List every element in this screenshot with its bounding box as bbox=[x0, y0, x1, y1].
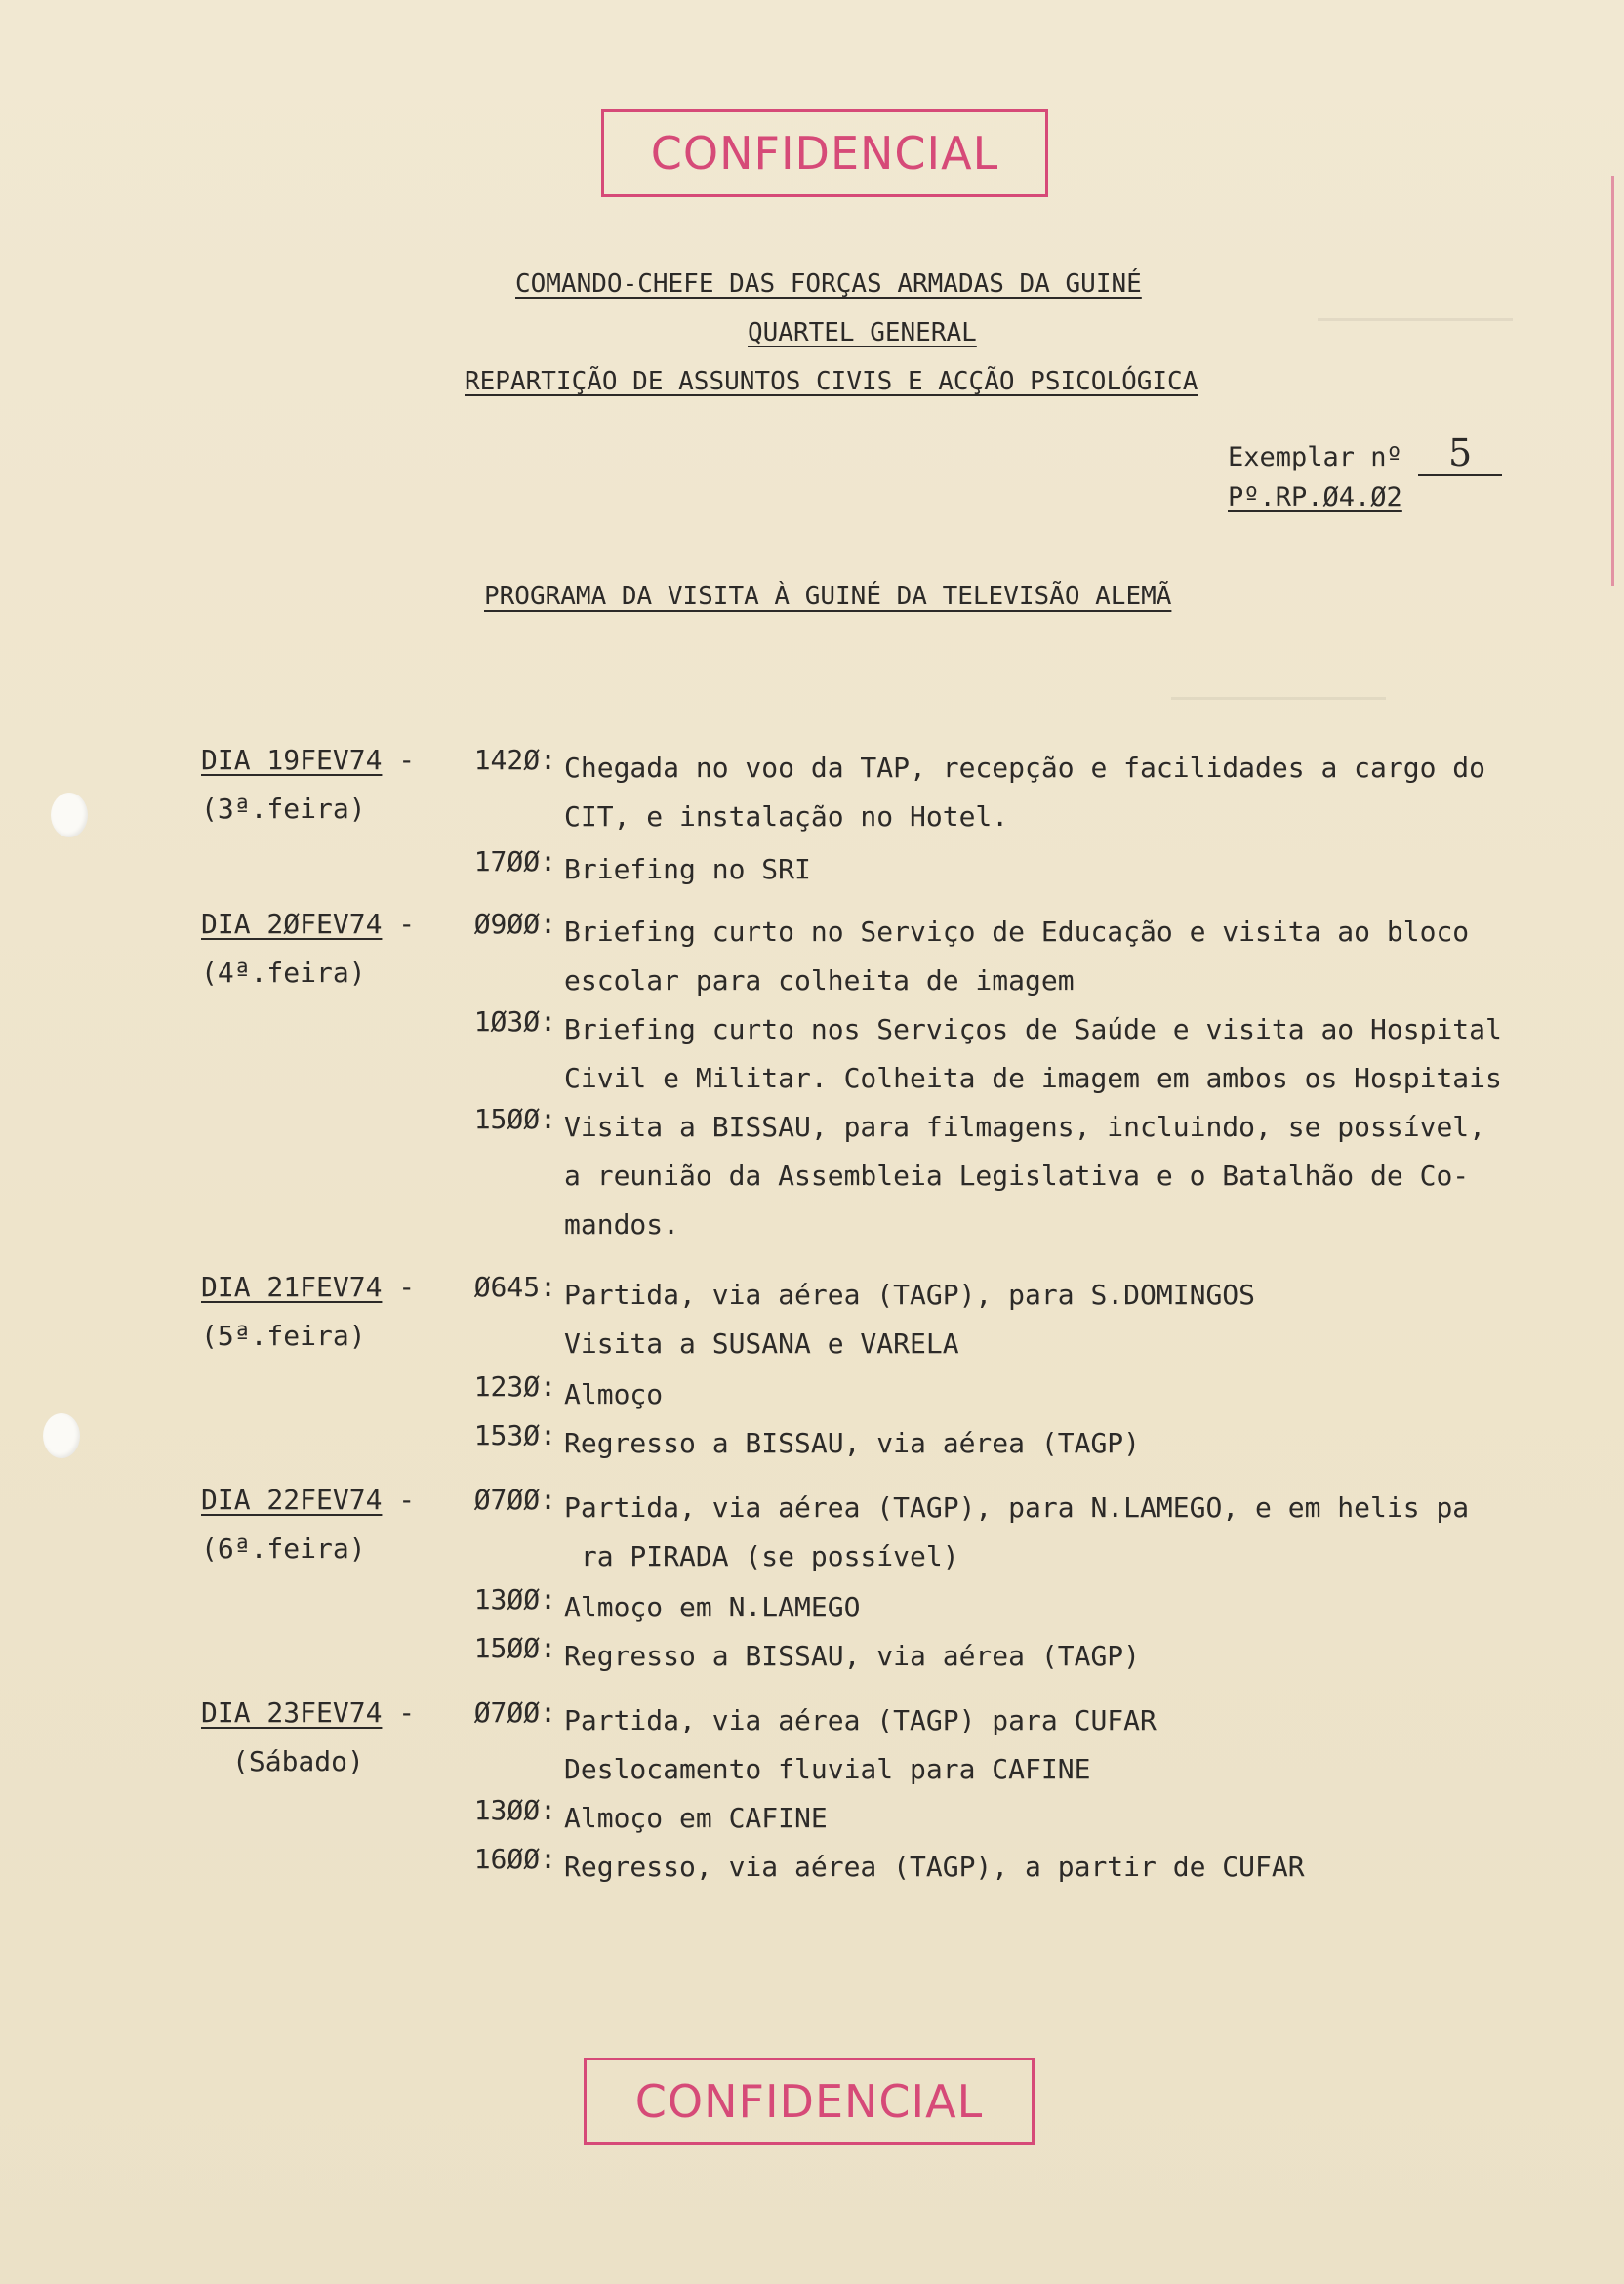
page-edge-mark bbox=[1611, 176, 1614, 586]
day-weekday: (Sábado) bbox=[232, 1745, 364, 1777]
day-label: DIA 22FEV74 - bbox=[201, 1484, 416, 1516]
entry-description: Partida, via aérea (TAGP), para S.DOMINGOS Visita a SUSANA e VARELA bbox=[564, 1279, 1256, 1360]
entry-time: 15ØØ: bbox=[473, 1632, 556, 1664]
entry-description: Regresso a BISSAU, via aérea (TAGP) bbox=[564, 1640, 1141, 1672]
header-line-department: REPARTIÇÃO DE ASSUNTOS CIVIS E ACÇÃO PSICOLÓGICA bbox=[465, 367, 1198, 396]
entry-description: Briefing curto no Serviço de Educação e visita ao bloco escolar para colheita de imagem bbox=[564, 916, 1470, 997]
exemplar-value: 5 bbox=[1418, 431, 1502, 476]
day-date: DIA 23FEV74 bbox=[201, 1696, 383, 1729]
day-label: DIA 23FEV74 - bbox=[201, 1696, 416, 1729]
day-label: DIA 21FEV74 - bbox=[201, 1271, 416, 1303]
day-date: DIA 2ØFEV74 bbox=[201, 908, 383, 940]
document-title: PROGRAMA DA VISITA À GUINÉ DA TELEVISÃO ALEMÃ bbox=[484, 582, 1172, 611]
entry-time: 123Ø: bbox=[473, 1370, 556, 1403]
bleed-through-mark bbox=[1171, 668, 1386, 700]
punch-hole bbox=[43, 1413, 80, 1458]
day-date: DIA 22FEV74 bbox=[201, 1484, 383, 1516]
entry-time: 17ØØ: bbox=[473, 845, 556, 877]
entry-time: 1Ø3Ø: bbox=[473, 1005, 556, 1038]
entry-time: 13ØØ: bbox=[473, 1794, 556, 1826]
entry-description: Almoço em CAFINE bbox=[564, 1802, 828, 1834]
day-weekday: (4ª.feira) bbox=[201, 957, 366, 989]
day-date: DIA 19FEV74 bbox=[201, 744, 383, 776]
entry-description: Briefing no SRI bbox=[564, 853, 811, 885]
entry-description: Regresso, via aérea (TAGP), a partir de CUFAR bbox=[564, 1851, 1305, 1883]
entry-time: 16ØØ: bbox=[473, 1843, 556, 1875]
day-weekday: (3ª.feira) bbox=[201, 793, 366, 825]
confidential-stamp-bottom: CONFIDENCIAL bbox=[584, 2058, 1035, 2145]
entry-description: Almoço bbox=[564, 1378, 664, 1410]
entry-time: Ø9ØØ: bbox=[473, 908, 556, 940]
header-line-command: COMANDO-CHEFE DAS FORÇAS ARMADAS DA GUINÉ bbox=[515, 269, 1142, 299]
exemplar-number bbox=[1228, 431, 1502, 476]
entry-time: Ø645: bbox=[473, 1271, 556, 1303]
confidential-stamp-top: CONFIDENCIAL bbox=[601, 109, 1048, 197]
entry-description: Partida, via aérea (TAGP) para CUFAR Deslocamento fluvial para CAFINE bbox=[564, 1704, 1157, 1785]
process-reference: Pº.RP.Ø4.Ø2 bbox=[1228, 482, 1402, 512]
entry-time: 142Ø: bbox=[473, 744, 556, 776]
day-weekday: (5ª.feira) bbox=[201, 1320, 366, 1352]
entry-time: 153Ø: bbox=[473, 1419, 556, 1451]
entry-description: Almoço em N.LAMEGO bbox=[564, 1591, 861, 1623]
entry-description: Partida, via aérea (TAGP), para N.LAMEGO, e em helis pa ra PIRADA (se possível) bbox=[564, 1491, 1470, 1572]
entry-description: Briefing curto nos Serviços de Saúde e visita ao Hospital Civil e Militar. Colheita de imagem em ambos os Hospitais bbox=[564, 1013, 1502, 1094]
entry-time: 13ØØ: bbox=[473, 1583, 556, 1615]
entry-time: 15ØØ: bbox=[473, 1103, 556, 1135]
day-weekday: (6ª.feira) bbox=[201, 1532, 366, 1565]
header-line-hq: QUARTEL GENERAL bbox=[748, 318, 977, 347]
day-date: DIA 21FEV74 bbox=[201, 1271, 383, 1303]
day-label: DIA 19FEV74 - bbox=[201, 744, 416, 776]
bleed-through-mark bbox=[1318, 289, 1513, 321]
entry-time: Ø7ØØ: bbox=[473, 1696, 556, 1729]
exemplar-label: Exemplar nº bbox=[1228, 442, 1402, 472]
entry-description: Visita a BISSAU, para filmagens, incluindo, se possível, a reunião da Assembleia Legislativa e o Batalhão de Co- mandos. bbox=[564, 1111, 1486, 1241]
day-label: DIA 2ØFEV74 - bbox=[201, 908, 416, 940]
entry-time: Ø7ØØ: bbox=[473, 1484, 556, 1516]
punch-hole bbox=[51, 793, 88, 837]
entry-description: Chegada no voo da TAP, recepção e facilidades a cargo do CIT, e instalação no Hotel. bbox=[564, 752, 1486, 833]
entry-description: Regresso a BISSAU, via aérea (TAGP) bbox=[564, 1427, 1141, 1459]
